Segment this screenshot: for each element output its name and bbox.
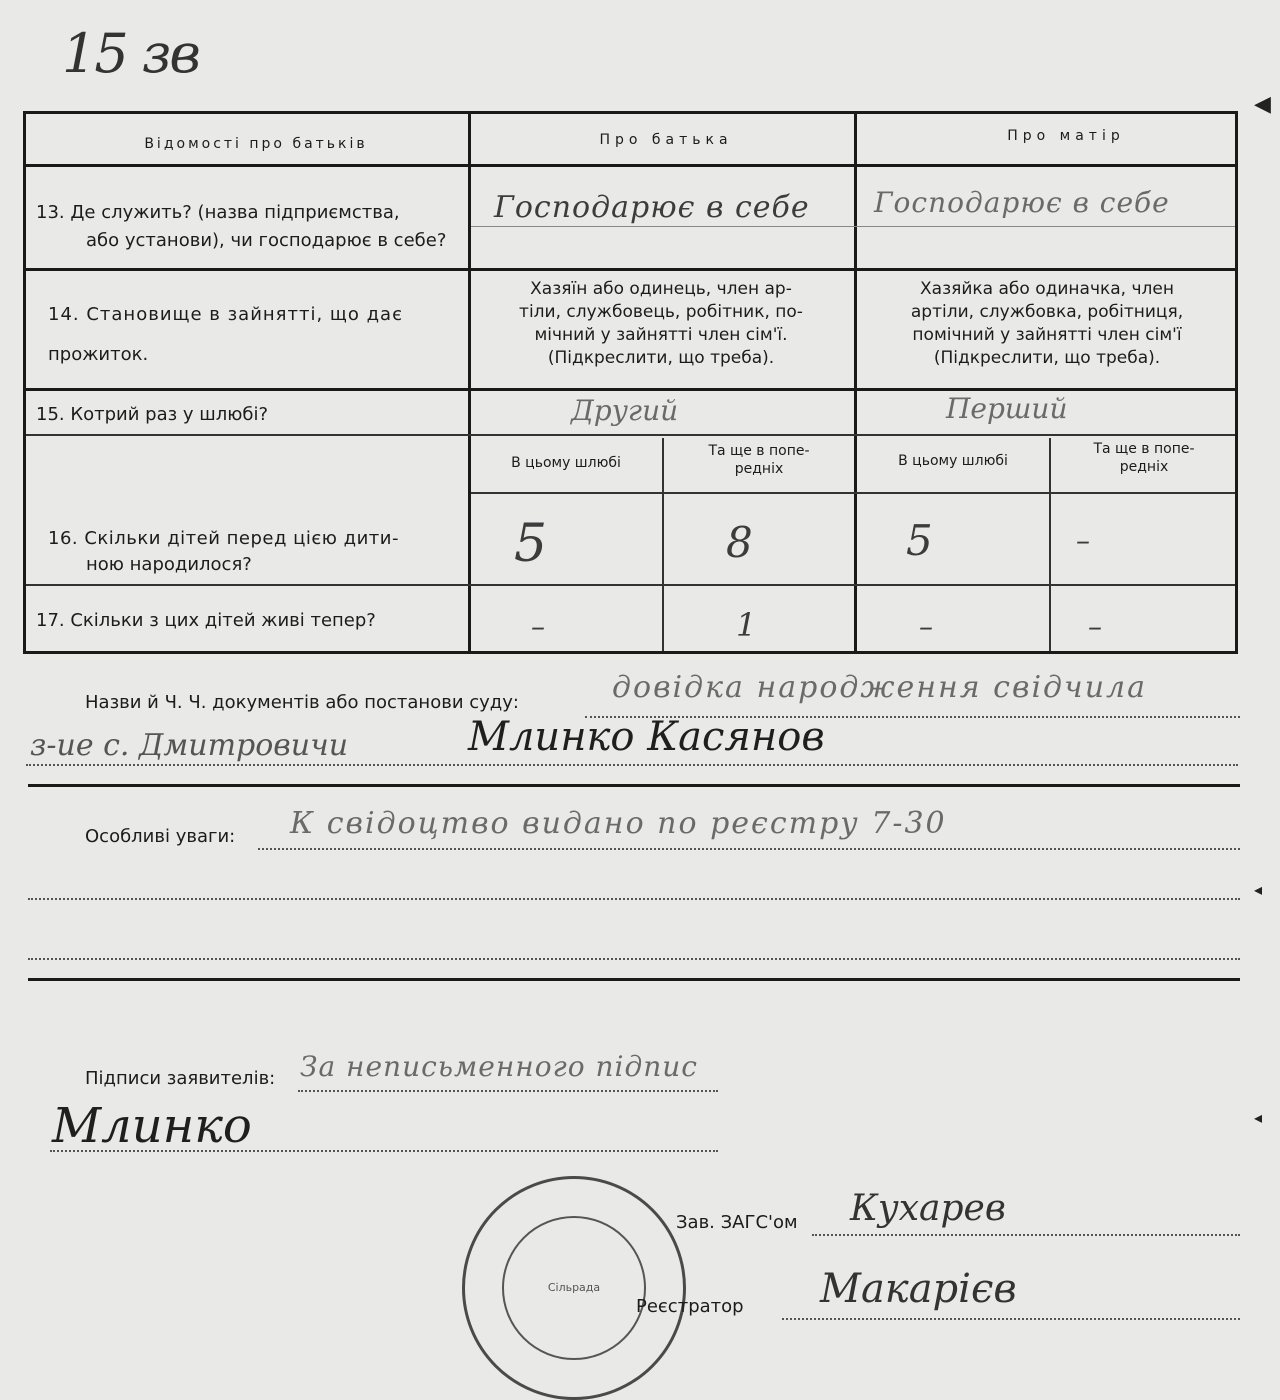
q17-mother-prev: –: [1088, 610, 1102, 643]
registrar-label: Реєстратор: [636, 1296, 744, 1317]
q16-line1: 16. Скільки дітей перед цією дити-: [48, 528, 399, 549]
q14-mother-line1: Хазяйка або одиначка, член: [920, 279, 1174, 299]
q14-father-line1: Хазяїн або одинець, член ар-: [530, 279, 792, 299]
registrar-signature: Макарієв: [820, 1266, 1017, 1312]
remarks-label: Особливі уваги:: [85, 826, 236, 847]
q17-question: 17. Скільки з цих дітей живі тепер?: [36, 610, 376, 631]
row-line-15: [26, 434, 1235, 436]
documents-label: Назви й Ч. Ч. документів або постанови суду:: [85, 692, 519, 713]
row-line-16: [26, 584, 1235, 586]
q14-mother-options: [862, 278, 1232, 370]
header-father: Про батька: [599, 132, 733, 148]
q16-mother-prev: –: [1076, 524, 1090, 557]
stamp-emblem: [502, 1216, 646, 1360]
q16-father-prev-header-line2: редніх: [734, 461, 784, 477]
q13-line2: або установи), чи господарює в себе?: [86, 230, 447, 251]
head-dotline: [812, 1234, 1240, 1236]
remarks-dotline-3: [28, 958, 1240, 960]
documents-solidline: [28, 784, 1240, 787]
remarks-dotline-2: [28, 898, 1240, 900]
q16-father-this: 5: [514, 514, 548, 574]
q14-mother-line3: помічний у зайнятті член сім'ї: [912, 325, 1182, 345]
edge-mark-bottom: ◂: [1254, 1108, 1263, 1127]
row-line-13: [26, 268, 1235, 271]
q17-mother-this: –: [919, 610, 933, 643]
q14-father-line3: мічний у зайнятті член сім'ї.: [534, 325, 788, 345]
q16-mother-this-header: В цьому шлюбі: [898, 453, 1008, 469]
remarks-value: К свідоцтво видано по реєстру 7-30: [290, 806, 947, 841]
col-divider-2: [854, 114, 857, 651]
edge-mark-middle: ◂: [1254, 880, 1263, 899]
q15-question: 15. Котрий раз у шлюбі?: [36, 404, 269, 425]
q13-father-answer: Господарює в себе: [494, 190, 810, 225]
head-label: Зав. ЗАГС'ом: [676, 1212, 798, 1233]
header-parents-info: Відомості про батьків: [144, 136, 368, 152]
q16-father-prev: 8: [726, 518, 753, 567]
remarks-dotline-1: [258, 848, 1240, 850]
q13-mother-answer: Господарює в себе: [874, 186, 1170, 219]
q14-mother-line4: (Підкреслити, що треба).: [933, 348, 1161, 368]
parents-info-table: [23, 111, 1238, 654]
official-stamp: [462, 1176, 686, 1400]
head-signature: Кухарев: [850, 1188, 1006, 1229]
q16-mother-prev-header: [1053, 440, 1235, 476]
applicants-value: За неписьменного підпис: [300, 1050, 698, 1083]
q14-line1: 14. Становище в зайнятті, що дає: [48, 304, 403, 325]
corner-note: 15 зв: [62, 22, 199, 85]
edge-mark-top: ◀: [1254, 92, 1271, 117]
applicants-label: Підписи заявителів:: [85, 1068, 276, 1089]
row-line-16-sub: [471, 492, 1235, 494]
registrar-dotline: [782, 1318, 1240, 1320]
q14-line2: прожиток.: [48, 344, 149, 365]
q16-father-prev-header-line1: Та ще в попе-: [708, 443, 810, 459]
q16-line2: ною народилося?: [86, 554, 252, 575]
documents-dotline-2: [26, 764, 1238, 766]
applicants-dotline: [298, 1090, 718, 1092]
q15-mother-answer: Перший: [946, 392, 1068, 425]
documents-signatures: Млинко Касянов: [468, 714, 825, 760]
q14-father-line2: тіли, службовець, робітник, по-: [519, 302, 803, 322]
applicants-signature: Млинко: [52, 1098, 252, 1154]
col-divider-1: [468, 114, 471, 651]
q13-line1: 13. Де служить? (назва підприємства,: [36, 202, 400, 223]
q16-mother-prev-header-line1: Та ще в попе-: [1093, 441, 1195, 457]
q14-father-line4: (Підкреслити, що треба).: [547, 348, 775, 368]
q17-father-this: –: [531, 610, 545, 643]
q16-mother-prev-header-line2: редніх: [1119, 459, 1169, 475]
q16-father-prev-header: [666, 442, 852, 478]
q14-mother-line2: артіли, службовка, робітниця,: [910, 302, 1184, 322]
q17-father-prev: 1: [736, 606, 757, 644]
q16-mother-this: 5: [906, 516, 933, 565]
row-line-13-inner: [471, 226, 1235, 227]
col-divider-sub-mother: [1049, 438, 1051, 651]
documents-value-line1: довідка народження свідчила: [612, 670, 1148, 705]
row-line-header: [26, 164, 1235, 167]
row-line-14: [26, 388, 1235, 391]
q16-father-this-header: В цьому шлюбі: [511, 455, 621, 471]
col-divider-sub-father: [662, 438, 664, 651]
q15-father-answer: Другий: [571, 394, 679, 427]
stamp-text: Сільрада: [547, 1281, 601, 1294]
q14-father-options: [476, 278, 846, 370]
documents-value-line2: з-ие с. Дмитровичи: [30, 728, 349, 763]
header-mother: Про матір: [1007, 128, 1125, 144]
remarks-solidline: [28, 978, 1240, 981]
